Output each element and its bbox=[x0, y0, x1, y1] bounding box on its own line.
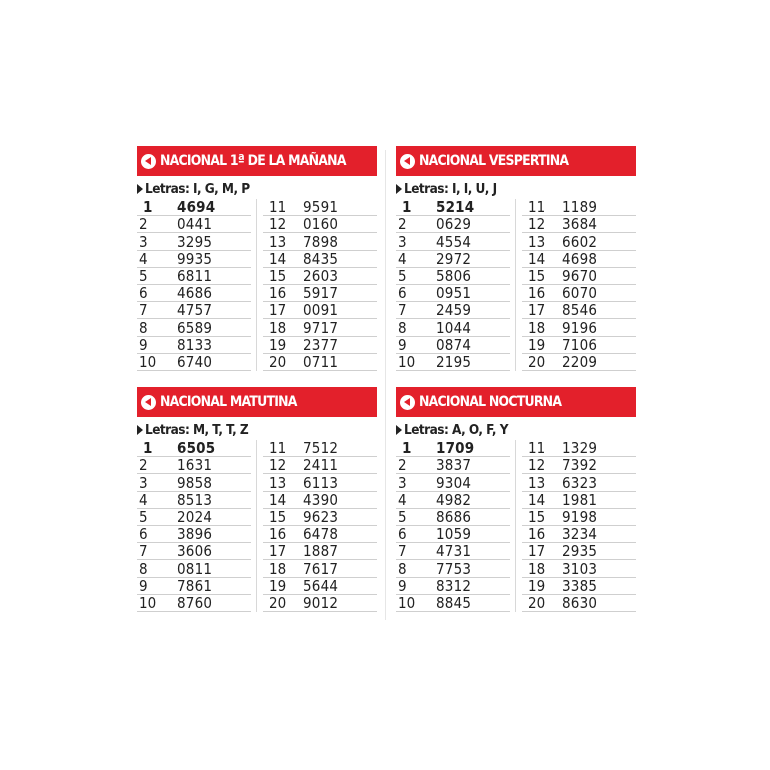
table-row bbox=[522, 526, 636, 543]
table-row bbox=[522, 251, 636, 268]
number-cell: 6602 bbox=[562, 232, 598, 251]
position-cell: 3 bbox=[139, 473, 148, 492]
table-row bbox=[137, 560, 251, 577]
table-row bbox=[263, 251, 377, 268]
number-cell: 3234 bbox=[562, 525, 598, 544]
results-table bbox=[137, 199, 377, 371]
number-cell: 1631 bbox=[177, 456, 213, 475]
number-cell: 8546 bbox=[562, 301, 598, 320]
position-cell: 6 bbox=[139, 525, 148, 544]
number-cell: 2459 bbox=[436, 301, 472, 320]
table-row bbox=[263, 509, 377, 526]
table-row bbox=[137, 526, 251, 543]
panel-title: NACIONAL NOCTURNA bbox=[419, 394, 562, 410]
position-cell: 1 bbox=[143, 198, 153, 217]
position-cell: 10 bbox=[139, 593, 157, 612]
winning-row bbox=[396, 440, 510, 457]
number-cell: 6113 bbox=[303, 473, 339, 492]
number-cell: 8760 bbox=[177, 593, 213, 612]
table-row bbox=[522, 319, 636, 336]
position-cell: 18 bbox=[528, 559, 546, 578]
number-cell: 7617 bbox=[303, 559, 339, 578]
table-row bbox=[522, 457, 636, 474]
table-row bbox=[263, 526, 377, 543]
position-cell: 3 bbox=[398, 473, 407, 492]
table-row bbox=[263, 216, 377, 233]
position-cell: 13 bbox=[269, 232, 287, 251]
number-cell: 2935 bbox=[562, 542, 598, 561]
table-row bbox=[137, 354, 251, 371]
column-divider bbox=[256, 199, 257, 371]
table-row bbox=[263, 302, 377, 319]
position-cell: 7 bbox=[398, 542, 407, 561]
number-cell: 5917 bbox=[303, 284, 339, 303]
table-row bbox=[522, 474, 636, 491]
position-cell: 15 bbox=[528, 266, 546, 285]
number-cell: 4390 bbox=[303, 490, 339, 509]
number-cell: 2024 bbox=[177, 507, 213, 526]
position-cell: 4 bbox=[139, 249, 148, 268]
position-cell: 16 bbox=[528, 284, 546, 303]
number-cell: 1189 bbox=[562, 198, 598, 217]
position-cell: 6 bbox=[398, 525, 407, 544]
position-cell: 8 bbox=[139, 318, 148, 337]
position-cell: 8 bbox=[398, 318, 407, 337]
table-row bbox=[137, 474, 251, 491]
number-cell: 4686 bbox=[177, 284, 213, 303]
column-divider bbox=[256, 440, 257, 612]
table-row bbox=[263, 578, 377, 595]
table-row bbox=[396, 319, 510, 336]
number-cell: 3684 bbox=[562, 215, 598, 234]
table-row bbox=[263, 354, 377, 371]
position-cell: 16 bbox=[269, 525, 287, 544]
table-row bbox=[137, 578, 251, 595]
number-cell: 2411 bbox=[303, 456, 339, 475]
position-cell: 6 bbox=[398, 284, 407, 303]
position-cell: 14 bbox=[528, 490, 546, 509]
number-cell: 9198 bbox=[562, 507, 598, 526]
position-cell: 13 bbox=[528, 232, 546, 251]
number-cell: 8435 bbox=[303, 249, 339, 268]
number-cell: 7512 bbox=[303, 439, 339, 458]
table-row bbox=[522, 337, 636, 354]
panel-header bbox=[137, 387, 377, 417]
letras-text: Letras: I, G, M, P bbox=[145, 181, 250, 197]
position-cell: 10 bbox=[398, 352, 416, 371]
number-cell: 4731 bbox=[436, 542, 472, 561]
table-row bbox=[396, 354, 510, 371]
number-cell: 6505 bbox=[177, 439, 216, 458]
table-row bbox=[137, 268, 251, 285]
position-cell: 19 bbox=[528, 576, 546, 595]
position-cell: 18 bbox=[269, 559, 287, 578]
position-cell: 15 bbox=[269, 266, 287, 285]
position-cell: 20 bbox=[528, 352, 546, 371]
number-cell: 9623 bbox=[303, 507, 339, 526]
number-cell: 9591 bbox=[303, 198, 339, 217]
table-row bbox=[396, 474, 510, 491]
table-row bbox=[522, 302, 636, 319]
triangle-right-icon bbox=[396, 184, 402, 194]
number-cell: 1059 bbox=[436, 525, 472, 544]
table-row bbox=[396, 216, 510, 233]
number-cell: 7106 bbox=[562, 335, 598, 354]
results-table bbox=[396, 440, 636, 612]
winning-row bbox=[137, 199, 251, 216]
position-cell: 13 bbox=[528, 473, 546, 492]
panel-header bbox=[137, 146, 377, 176]
number-cell: 4554 bbox=[436, 232, 472, 251]
number-cell: 9670 bbox=[562, 266, 598, 285]
table-row bbox=[396, 251, 510, 268]
position-cell: 7 bbox=[139, 301, 148, 320]
number-cell: 4982 bbox=[436, 490, 472, 509]
winning-row bbox=[396, 199, 510, 216]
number-cell: 2972 bbox=[436, 249, 472, 268]
number-cell: 9858 bbox=[177, 473, 213, 492]
table-row bbox=[522, 595, 636, 612]
triangle-right-icon bbox=[137, 425, 143, 435]
results-column-right bbox=[522, 199, 636, 371]
position-cell: 5 bbox=[139, 507, 148, 526]
results-table bbox=[137, 440, 377, 612]
table-row bbox=[522, 354, 636, 371]
table-row bbox=[137, 595, 251, 612]
center-separator bbox=[385, 150, 386, 620]
table-row bbox=[522, 509, 636, 526]
position-cell: 8 bbox=[398, 559, 407, 578]
position-cell: 1 bbox=[402, 198, 412, 217]
results-panel bbox=[137, 146, 377, 371]
table-row bbox=[396, 302, 510, 319]
results-column-right bbox=[263, 440, 377, 612]
table-row bbox=[263, 543, 377, 560]
number-cell: 8133 bbox=[177, 335, 213, 354]
table-row bbox=[263, 319, 377, 336]
triangle-right-icon bbox=[137, 184, 143, 194]
number-cell: 4698 bbox=[562, 249, 598, 268]
table-row bbox=[522, 492, 636, 509]
panel-title: NACIONAL VESPERTINA bbox=[419, 153, 569, 169]
position-cell: 19 bbox=[269, 576, 287, 595]
position-cell: 19 bbox=[528, 335, 546, 354]
number-cell: 0441 bbox=[177, 215, 213, 234]
position-cell: 10 bbox=[398, 593, 416, 612]
position-cell: 11 bbox=[269, 439, 287, 458]
results-panel bbox=[396, 387, 636, 612]
table-row bbox=[396, 337, 510, 354]
number-cell: 6589 bbox=[177, 318, 213, 337]
position-cell: 5 bbox=[398, 266, 407, 285]
table-row bbox=[137, 509, 251, 526]
triangle-right-icon bbox=[396, 425, 402, 435]
table-row bbox=[137, 319, 251, 336]
number-cell: 9935 bbox=[177, 249, 213, 268]
number-cell: 1044 bbox=[436, 318, 472, 337]
number-cell: 1329 bbox=[562, 439, 598, 458]
table-row bbox=[396, 285, 510, 302]
number-cell: 8630 bbox=[562, 593, 598, 612]
arrow-left-circle-icon bbox=[141, 154, 156, 169]
table-row bbox=[263, 457, 377, 474]
position-cell: 14 bbox=[269, 490, 287, 509]
table-row bbox=[137, 543, 251, 560]
position-cell: 1 bbox=[402, 439, 412, 458]
table-row bbox=[396, 560, 510, 577]
table-row bbox=[263, 285, 377, 302]
table-row bbox=[522, 285, 636, 302]
position-cell: 15 bbox=[269, 507, 287, 526]
letras-line bbox=[396, 420, 636, 440]
table-row bbox=[263, 199, 377, 216]
table-row bbox=[263, 474, 377, 491]
position-cell: 18 bbox=[269, 318, 287, 337]
letras-text: Letras: I, I, U, J bbox=[404, 181, 497, 197]
position-cell: 5 bbox=[139, 266, 148, 285]
position-cell: 7 bbox=[398, 301, 407, 320]
position-cell: 20 bbox=[269, 352, 287, 371]
position-cell: 3 bbox=[398, 232, 407, 251]
position-cell: 9 bbox=[398, 335, 407, 354]
number-cell: 9196 bbox=[562, 318, 598, 337]
number-cell: 0629 bbox=[436, 215, 472, 234]
number-cell: 8312 bbox=[436, 576, 472, 595]
number-cell: 7392 bbox=[562, 456, 598, 475]
table-row bbox=[137, 233, 251, 250]
number-cell: 7861 bbox=[177, 576, 213, 595]
arrow-left-circle-icon bbox=[141, 395, 156, 410]
number-cell: 4694 bbox=[177, 198, 216, 217]
column-divider bbox=[515, 199, 516, 371]
number-cell: 8686 bbox=[436, 507, 472, 526]
position-cell: 16 bbox=[269, 284, 287, 303]
number-cell: 8513 bbox=[177, 490, 213, 509]
winning-row bbox=[137, 440, 251, 457]
number-cell: 0711 bbox=[303, 352, 339, 371]
number-cell: 6070 bbox=[562, 284, 598, 303]
position-cell: 10 bbox=[139, 352, 157, 371]
table-row bbox=[522, 216, 636, 233]
table-row bbox=[263, 595, 377, 612]
position-cell: 9 bbox=[139, 335, 148, 354]
number-cell: 2603 bbox=[303, 266, 339, 285]
table-row bbox=[522, 543, 636, 560]
table-row bbox=[263, 440, 377, 457]
position-cell: 12 bbox=[269, 215, 287, 234]
panel-title: NACIONAL 1ª DE LA MAÑANA bbox=[160, 153, 346, 169]
table-row bbox=[137, 302, 251, 319]
letras-text: Letras: M, T, T, Z bbox=[145, 422, 249, 438]
number-cell: 6811 bbox=[177, 266, 213, 285]
table-row bbox=[263, 268, 377, 285]
table-row bbox=[137, 216, 251, 233]
position-cell: 14 bbox=[269, 249, 287, 268]
number-cell: 0874 bbox=[436, 335, 472, 354]
letras-line bbox=[137, 179, 377, 199]
position-cell: 9 bbox=[398, 576, 407, 595]
panel-header bbox=[396, 387, 636, 417]
number-cell: 3103 bbox=[562, 559, 598, 578]
results-column-right bbox=[263, 199, 377, 371]
table-row bbox=[396, 492, 510, 509]
position-cell: 2 bbox=[139, 215, 148, 234]
position-cell: 12 bbox=[528, 215, 546, 234]
position-cell: 15 bbox=[528, 507, 546, 526]
table-row bbox=[396, 578, 510, 595]
panel-header bbox=[396, 146, 636, 176]
number-cell: 2195 bbox=[436, 352, 472, 371]
table-row bbox=[522, 199, 636, 216]
number-cell: 1709 bbox=[436, 439, 475, 458]
position-cell: 9 bbox=[139, 576, 148, 595]
table-row bbox=[137, 457, 251, 474]
position-cell: 3 bbox=[139, 232, 148, 251]
number-cell: 6323 bbox=[562, 473, 598, 492]
number-cell: 3295 bbox=[177, 232, 213, 251]
results-column-right bbox=[522, 440, 636, 612]
number-cell: 0951 bbox=[436, 284, 472, 303]
results-column-left bbox=[396, 199, 510, 371]
number-cell: 3896 bbox=[177, 525, 213, 544]
column-divider bbox=[515, 440, 516, 612]
table-row bbox=[263, 337, 377, 354]
position-cell: 16 bbox=[528, 525, 546, 544]
table-row bbox=[522, 560, 636, 577]
position-cell: 1 bbox=[143, 439, 153, 458]
table-row bbox=[137, 251, 251, 268]
position-cell: 19 bbox=[269, 335, 287, 354]
position-cell: 17 bbox=[528, 542, 546, 561]
number-cell: 5644 bbox=[303, 576, 339, 595]
number-cell: 7753 bbox=[436, 559, 472, 578]
position-cell: 4 bbox=[398, 490, 407, 509]
position-cell: 17 bbox=[269, 542, 287, 561]
number-cell: 5806 bbox=[436, 266, 472, 285]
table-row bbox=[396, 543, 510, 560]
position-cell: 11 bbox=[528, 198, 546, 217]
position-cell: 20 bbox=[269, 593, 287, 612]
number-cell: 4757 bbox=[177, 301, 213, 320]
number-cell: 3385 bbox=[562, 576, 598, 595]
number-cell: 5214 bbox=[436, 198, 475, 217]
letras-line bbox=[137, 420, 377, 440]
position-cell: 5 bbox=[398, 507, 407, 526]
table-row bbox=[137, 285, 251, 302]
number-cell: 3606 bbox=[177, 542, 213, 561]
position-cell: 17 bbox=[528, 301, 546, 320]
arrow-left-circle-icon bbox=[400, 395, 415, 410]
position-cell: 7 bbox=[139, 542, 148, 561]
position-cell: 12 bbox=[269, 456, 287, 475]
number-cell: 2377 bbox=[303, 335, 339, 354]
panel-title: NACIONAL MATUTINA bbox=[160, 394, 297, 410]
table-row bbox=[522, 268, 636, 285]
position-cell: 4 bbox=[398, 249, 407, 268]
number-cell: 7898 bbox=[303, 232, 339, 251]
number-cell: 0160 bbox=[303, 215, 339, 234]
table-row bbox=[396, 233, 510, 250]
results-column-left bbox=[396, 440, 510, 612]
table-row bbox=[522, 578, 636, 595]
position-cell: 8 bbox=[139, 559, 148, 578]
results-column-left bbox=[137, 440, 251, 612]
position-cell: 2 bbox=[139, 456, 148, 475]
position-cell: 2 bbox=[398, 215, 407, 234]
results-panel bbox=[137, 387, 377, 612]
number-cell: 1887 bbox=[303, 542, 339, 561]
table-row bbox=[396, 509, 510, 526]
position-cell: 2 bbox=[398, 456, 407, 475]
number-cell: 0811 bbox=[177, 559, 213, 578]
table-row bbox=[137, 337, 251, 354]
position-cell: 20 bbox=[528, 593, 546, 612]
table-row bbox=[522, 440, 636, 457]
position-cell: 6 bbox=[139, 284, 148, 303]
number-cell: 6740 bbox=[177, 352, 213, 371]
number-cell: 9717 bbox=[303, 318, 339, 337]
results-panel bbox=[396, 146, 636, 371]
position-cell: 14 bbox=[528, 249, 546, 268]
number-cell: 6478 bbox=[303, 525, 339, 544]
position-cell: 4 bbox=[139, 490, 148, 509]
table-row bbox=[137, 492, 251, 509]
number-cell: 2209 bbox=[562, 352, 598, 371]
letras-text: Letras: A, O, F, Y bbox=[404, 422, 508, 438]
table-row bbox=[263, 233, 377, 250]
position-cell: 12 bbox=[528, 456, 546, 475]
number-cell: 3837 bbox=[436, 456, 472, 475]
table-row bbox=[396, 457, 510, 474]
number-cell: 8845 bbox=[436, 593, 472, 612]
position-cell: 17 bbox=[269, 301, 287, 320]
number-cell: 0091 bbox=[303, 301, 339, 320]
position-cell: 11 bbox=[269, 198, 287, 217]
table-row bbox=[263, 492, 377, 509]
number-cell: 1981 bbox=[562, 490, 598, 509]
table-row bbox=[396, 595, 510, 612]
number-cell: 9304 bbox=[436, 473, 472, 492]
arrow-left-circle-icon bbox=[400, 154, 415, 169]
position-cell: 18 bbox=[528, 318, 546, 337]
position-cell: 13 bbox=[269, 473, 287, 492]
number-cell: 9012 bbox=[303, 593, 339, 612]
position-cell: 11 bbox=[528, 439, 546, 458]
table-row bbox=[396, 268, 510, 285]
table-row bbox=[263, 560, 377, 577]
letras-line bbox=[396, 179, 636, 199]
results-column-left bbox=[137, 199, 251, 371]
table-row bbox=[522, 233, 636, 250]
table-row bbox=[396, 526, 510, 543]
results-table bbox=[396, 199, 636, 371]
